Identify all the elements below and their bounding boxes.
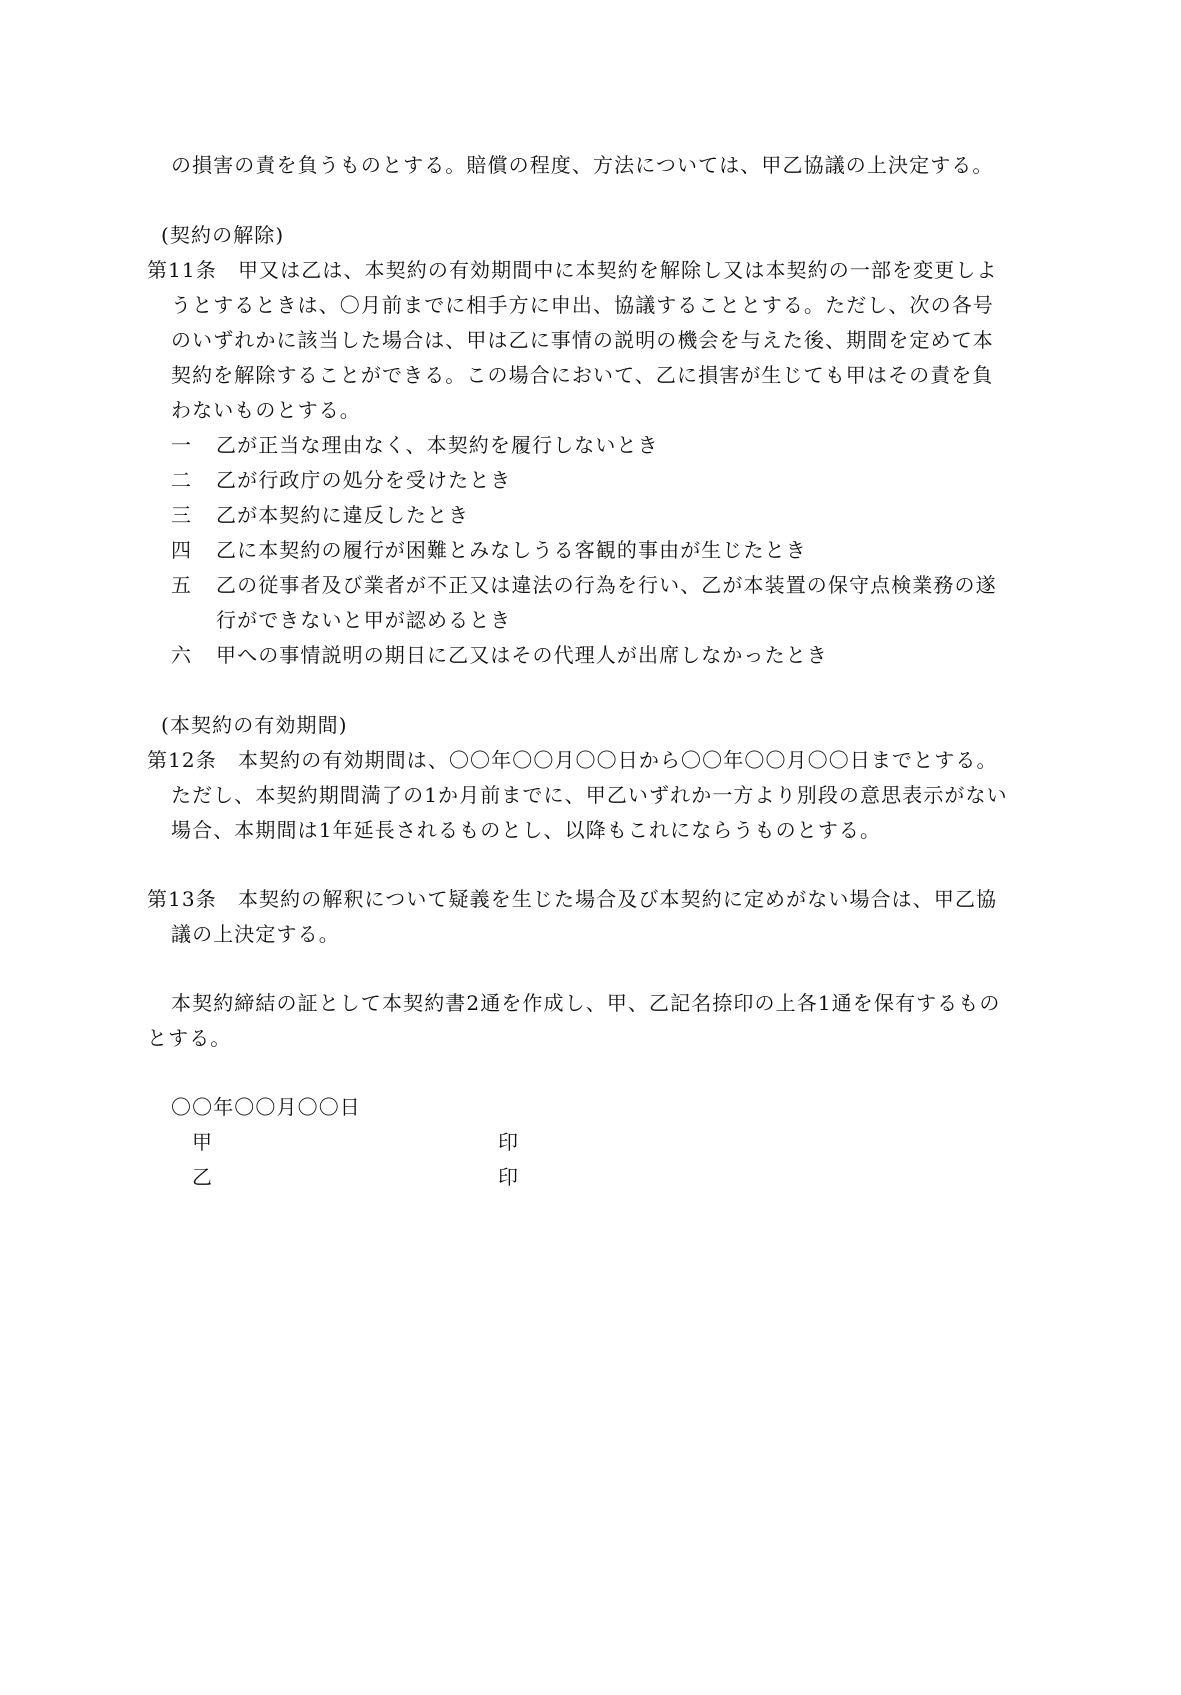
article-13-line-1: 第13条 本契約の解釈について疑義を生じた場合及び本契約に定めがない場合は、甲乙協 [147, 887, 998, 911]
party-b-label: 乙 [192, 1165, 214, 1189]
item-text-3: 乙が本契約に違反したとき [216, 503, 470, 527]
article-11-line-2: うとするときは、〇月前までに相手方に申出、協議することとする。ただし、次の各号 [171, 293, 994, 317]
party-b-seal: 印 [498, 1165, 520, 1189]
item-text-5-continued: 行ができないと甲が認めるとき [216, 608, 512, 632]
item-number-1: 一 [171, 433, 193, 457]
article-12-line-1: 第12条 本契約の有効期間は、〇〇年〇〇月〇〇日から〇〇年〇〇月〇〇日までとする。 [147, 748, 998, 772]
item-text-5: 乙の従事者及び業者が不正又は違法の行為を行い、乙が本装置の保守点検業務の遂 [216, 573, 997, 597]
closing-line-1: 本契約締結の証として本契約書2通を作成し、甲、乙記名捺印の上各1通を保有するもの [171, 991, 1001, 1015]
article-11-line-5: わないものとする。 [171, 398, 361, 422]
item-number-4: 四 [171, 538, 193, 562]
article-12-line-2: ただし、本契約期間満了の1か月前までに、甲乙いずれか一方より別段の意思表示がない [171, 783, 1008, 807]
party-a-label: 甲 [192, 1130, 214, 1154]
item-number-6: 六 [171, 643, 193, 667]
closing-line-2: とする。 [147, 1026, 232, 1050]
intro-continuation: の損害の責を負うものとする。賠償の程度、方法については、甲乙協議の上決定する。 [171, 153, 994, 177]
article-12-heading: (本契約の有効期間) [161, 713, 348, 737]
article-12-line-3: 場合、本期間は1年延長されるものとし、以降もこれにならうものとする。 [171, 818, 882, 842]
article-11-heading: (契約の解除) [161, 223, 285, 247]
item-text-6: 甲への事情説明の期日に乙又はその代理人が出席しなかったとき [216, 643, 828, 667]
signature-date: 〇〇年〇〇月〇〇日 [171, 1095, 361, 1119]
article-11-line-3: のいずれかに該当した場合は、甲は乙に事情の説明の機会を与えた後、期間を定めて本 [171, 328, 994, 352]
article-11-line-1: 第11条 甲又は乙は、本契約の有効期間中に本契約を解除し又は本契約の一部を変更しよ [147, 258, 998, 282]
item-text-2: 乙が行政庁の処分を受けたとき [216, 468, 512, 492]
item-number-3: 三 [171, 503, 193, 527]
article-11-line-4: 契約を解除することができる。この場合において、乙に損害が生じても甲はその責を負 [171, 363, 994, 387]
party-a-seal: 印 [498, 1130, 520, 1154]
item-number-5: 五 [171, 573, 193, 597]
item-number-2: 二 [171, 468, 193, 492]
item-text-4: 乙に本契約の履行が困難とみなしうる客観的事由が生じたとき [216, 538, 807, 562]
article-13-line-2: 議の上決定する。 [171, 922, 340, 946]
item-text-1: 乙が正当な理由なく、本契約を履行しないとき [216, 433, 659, 457]
